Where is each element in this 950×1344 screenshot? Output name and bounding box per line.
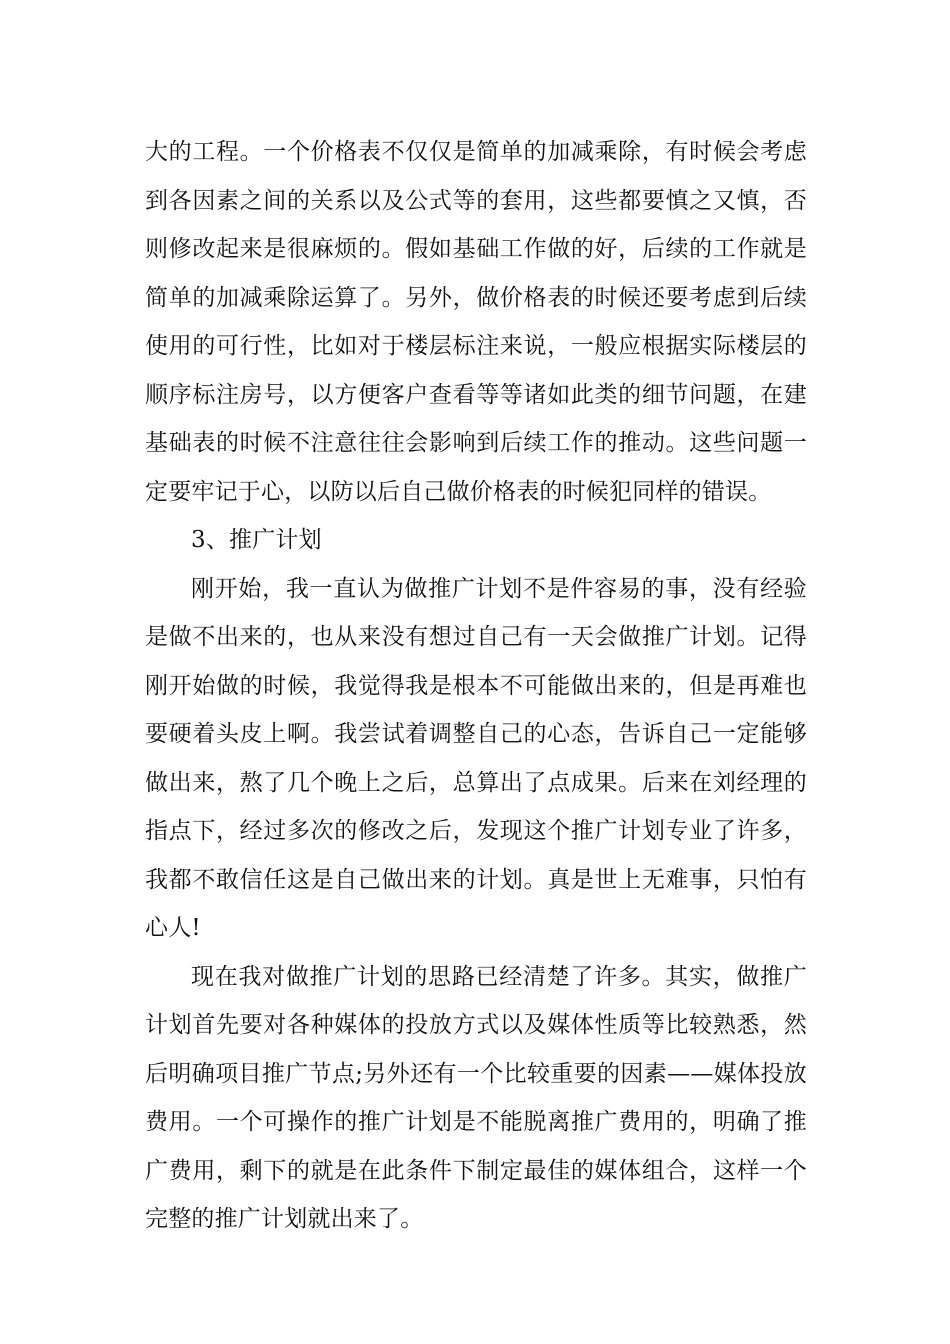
- paragraph-price-table-continuation: 大的工程。一个价格表不仅仅是简单的加减乘除，有时候会考虑到各因素之间的关系以及公式等的套用，这些都要慎之又慎，否则修改起来是很麻烦的。假如基础工作做的好，后续的工作就是简单的加减乘除运算了。另外，做价格表的时候还要考虑到后续使用的可行性，比如对于楼层标注来说，一般应根据实际楼层的顺序标注房号，以方便客户查看等等诸如此类的细节问题，在建基础表的时候不注意往往会影响到后续工作的推动。这些问题一定要牢记于心，以防以后自己做价格表的时候犯同样的错误。: [145, 139, 807, 505]
- paragraph-promotion-plan-approach: 现在我对做推广计划的思路已经清楚了许多。其实，做推广计划首先要对各种媒体的投放方式以及媒体性质等比较熟悉，然后明确项目推广节点;另外还有一个比较重要的因素——媒体投放费用。一个可操作的推广计划是不能脱离推广费用的，明确了推广费用，剩下的就是在此条件下制定最佳的媒体组合，这样一个完整的推广计划就出来了。: [145, 963, 807, 1232]
- document-body: [145, 128, 807, 1244]
- section-heading-promotion-plan: 3、推广计划: [191, 527, 322, 553]
- paragraph-promotion-plan-experience: 刚开始，我一直认为做推广计划不是件容易的事，没有经验是做不出来的，也从来没有想过自己有一天会做推广计划。记得刚开始做的时候，我觉得我是根本不可能做出来的，但是再难也要硬着头皮上啊。我尝试着调整自己的心态，告诉自己一定能够做出来，熬了几个晚上之后，总算出了点成果。后来在刘经理的指点下，经过多次的修改之后，发现这个推广计划专业了许多，我都不敢信任这是自己做出来的计划。真是世上无难事，只怕有心人!: [145, 575, 807, 941]
